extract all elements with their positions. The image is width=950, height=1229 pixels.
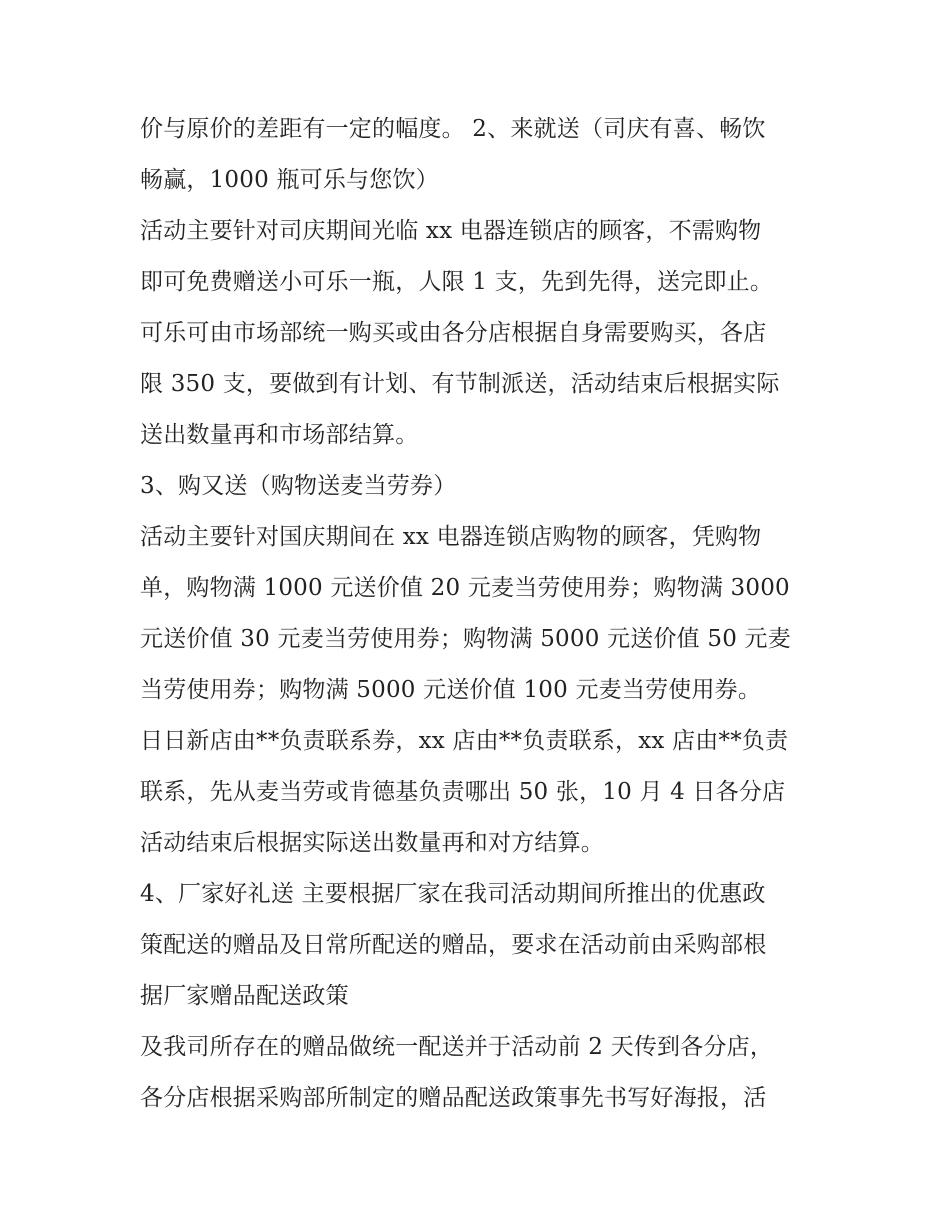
text-line: 当劳使用券；购物满 5000 元送价值 100 元麦当劳使用券。 [140,677,762,703]
text-line: 策配送的赠品及日常所配送的赠品，要求在活动前由采购部根 [140,932,767,958]
document-body [140,104,820,1124]
text-line: 单，购物满 1000 元送价值 20 元麦当劳使用券；购物满 3000 [140,575,790,601]
text-line: 即可免费赠送小可乐一瓶，人限 1 支，先到先得，送完即止。 [140,269,774,295]
text-line: 可乐可由市场部统一购买或由各分店根据自身需要购买，各店 [140,320,767,346]
section-heading: 4、厂家好礼送 主要根据厂家在我司活动期间所推出的优惠政 [140,881,766,907]
text-line: 送出数量再和市场部结算。 [140,422,419,448]
text-line: 活动主要针对国庆期间在 xx 电器连锁店购物的顾客，凭购物 [140,524,762,550]
text-line: 日日新店由**负责联系券，xx 店由**负责联系，xx 店由**负责 [140,728,789,754]
section-heading: 3、购又送（购物送麦当劳券） [140,473,457,499]
text-line: 据厂家赠品配送政策 [140,983,349,1009]
text-line: 活动主要针对司庆期间光临 xx 电器连锁店的顾客，不需购物 [140,218,762,244]
text-line: 及我司所存在的赠品做统一配送并于活动前 2 天传到各分店， [140,1034,774,1060]
text-line: 限 350 支，要做到有计划、有节制派送，活动结束后根据实际 [140,371,780,397]
text-line: 价与原价的差距有一定的幅度。 2、来就送（司庆有喜、畅饮 [140,116,766,142]
text-line: 元送价值 30 元麦当劳使用券；购物满 5000 元送价值 50 元麦 [140,626,791,652]
text-line: 活动结束后根据实际送出数量再和对方结算。 [140,830,604,856]
text-line: 联系，先从麦当劳或肯德基负责哪出 50 张，10 月 4 日各分店 [140,779,786,805]
text-line: 各分店根据采购部所制定的赠品配送政策事先书写好海报，活 [140,1085,767,1111]
text-line: 畅赢，1000 瓶可乐与您饮） [140,167,439,193]
